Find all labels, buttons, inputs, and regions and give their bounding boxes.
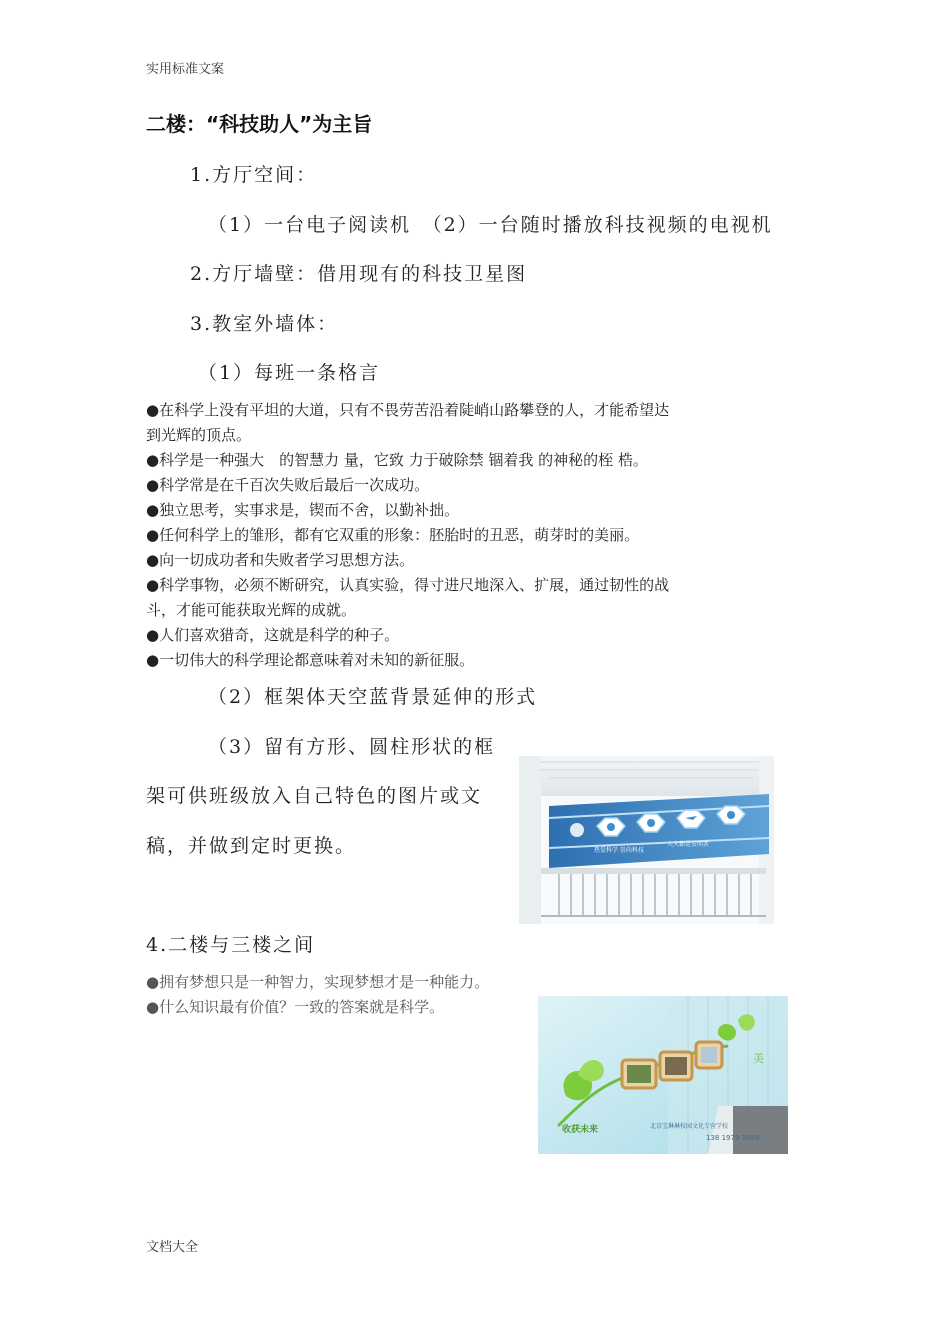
stairwell-sign: 收获未来 [562, 1125, 599, 1135]
page-footer: 文档大全 [146, 1240, 199, 1255]
quote-line: ●向一切成功者和失败者学习思想方法。 [146, 551, 415, 569]
stairwell-logo: 美 [753, 1052, 764, 1065]
corridor-banner-left: 热爱科学 崇尚科技 [594, 847, 644, 854]
stairwell-wall-image [538, 996, 788, 1154]
quote-line: ●独立思考，实事求是，锲而不舍，以勤补拙。 [146, 501, 460, 519]
item-3: 3.教室外墙体： [190, 313, 339, 335]
item-3-sub-3-cont: 稿，并做到定时更换。 [146, 835, 357, 857]
corridor-wall-image [519, 756, 774, 924]
item-4-quote: ●什么知识最有价值？一致的答案就是科学。 [146, 998, 445, 1016]
quote-line: ●任何科学上的雏形，都有它双重的形象：胚胎时的丑恶，萌芽时的美丽。 [146, 526, 640, 544]
stairwell-watermark: 北京宝琳琳校园文化专营学校 [650, 1123, 729, 1130]
quote-line: ●在科学上没有平坦的大道，只有不畏劳苦沿着陡峭山路攀登的人，才能希望达 [146, 401, 670, 419]
item-1: 1.方厅空间： [190, 164, 318, 186]
quote-line: ●科学是一种强大 的智慧力 量，它致 力于破除禁 锢着我 的神秘的桎 梏。 [146, 451, 648, 469]
item-3-sub-3-cont: 架可供班级放入自己特色的图片或文 [146, 785, 483, 807]
item-4: 4.二楼与三楼之间 [146, 934, 316, 956]
quote-line: ●一切伟大的科学理论都意味着对未知的新征服。 [146, 651, 475, 669]
quote-line: ●科学事物，必须不断研究，认真实验，得寸进尺地深入、扩展，通过韧性的战 [146, 576, 670, 594]
stairwell-phone: 138 1979 3098 [706, 1134, 760, 1142]
item-3-sub-1: （1）每班一条格言 [198, 362, 381, 384]
section-heading: 二楼：“科技助人”为主旨 [146, 112, 373, 136]
item-4-quote: ●拥有梦想只是一种智力，实现梦想才是一种能力。 [146, 973, 490, 991]
quote-list [146, 398, 826, 673]
quote-line: 斗，才能可能获取光辉的成就。 [146, 601, 357, 619]
item-3-sub-3: （3）留有方形、圆柱形状的框 [208, 736, 496, 758]
item-3-sub-2: （2）框架体天空蓝背景延伸的形式 [208, 686, 538, 708]
page-header: 实用标准文案 [146, 62, 225, 77]
quote-line: ●人们喜欢猎奇，这就是科学的种子。 [146, 626, 400, 644]
item-1-details: （1）一台电子阅读机 （2）一台随时播放科技视频的电视机 [208, 214, 773, 236]
item-2: 2.方厅墙壁：借用现有的科技卫星图 [190, 263, 528, 285]
corridor-banner-right: 人人都是发明者 [667, 841, 710, 848]
quote-line: ●科学常是在千百次失败后最后一次成功。 [146, 476, 430, 494]
quote-line: 到光辉的顶点。 [146, 426, 252, 444]
